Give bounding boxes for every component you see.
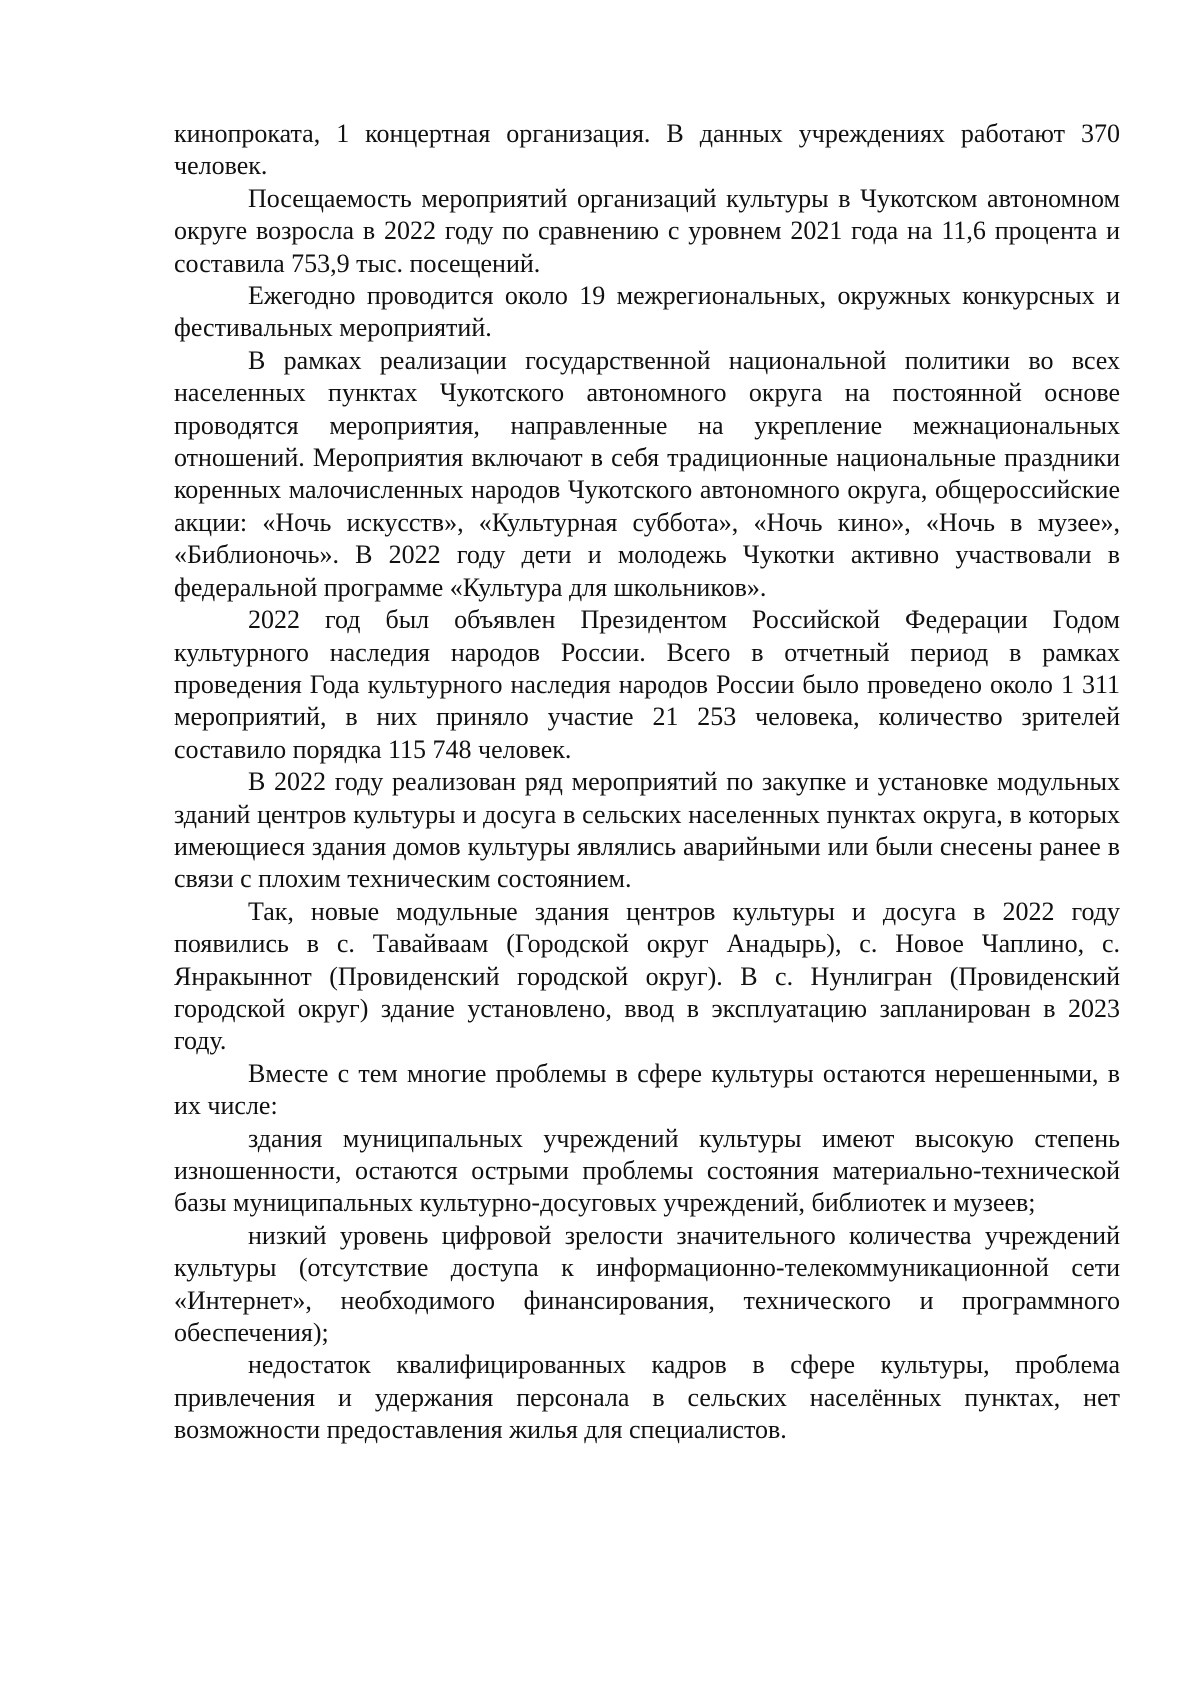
document-page	[174, 118, 1120, 1447]
paragraph-national-policy: В рамках реализации государственной национальной политики во всех населенных пунктах Чукотского автономного округа на постоянной основе проводятся мероприятия, направленные на укрепление межнациональных отношений. Мероприятия включают в себя традиционные национальные праздники коренных малочисленных народов Чукотского автономного округа, общероссийские акции: «Ночь искусств», «Культурная суббота», «Ночь кино», «Ночь в музее», «Библионочь». В 2022 году дети и молодежь Чукотки активно участвовали в федеральной программе «Культура для школьников».	[174, 345, 1120, 602]
paragraph-annual-events: Ежегодно проводится около 19 межрегиональных, окружных конкурсных и фестивальных мероприятий.	[174, 281, 1120, 343]
paragraph-attendance: Посещаемость мероприятий организаций культуры в Чукотском автономном округе возросла в 2022 году по сравнению с уровнем 2021 года на 11,6 процента и составила 753,9 тыс. посещений.	[174, 183, 1120, 278]
paragraph-heritage-year: 2022 год был объявлен Президентом Российской Федерации Годом культурного наследия народов России. Всего в отчетный период в рамках проведения Года культурного наследия народов России было проведено около 1 311 мероприятий, в них приняло участие 21 253 человека, количество зрителей составило порядка 115 748 человек.	[174, 605, 1120, 764]
paragraph-problems-intro: Вместе с тем многие проблемы в сфере культуры остаются нерешенными, в их числе:	[174, 1058, 1120, 1121]
paragraph-continuation: кинопроката, 1 концертная организация. В данных учреждениях работают 370 человек.	[174, 119, 1120, 181]
list-item-staff: недостаток квалифицированных кадров в сфере культуры, проблема привлечения и удержания персонала в сельских населённых пунктах, нет возможности предоставления жилья для специалистов.	[174, 1350, 1120, 1445]
list-item-digital: низкий уровень цифровой зрелости значительного количества учреждений культуры (отсутствие доступа к информационно-телекоммуникационной сети «Интернет», необходимого финансирования, технического и программного обеспечения);	[174, 1220, 1120, 1348]
paragraph-modular-buildings: В 2022 году реализован ряд мероприятий по закупке и установке модульных зданий центров культуры и досуга в сельских населенных пунктах округа, в которых имеющиеся здания домов культуры являлись аварийными или были снесены ранее в связи с плохим техническим состоянием.	[174, 767, 1120, 894]
paragraph-new-buildings: Так, новые модульные здания центров культуры и досуга в 2022 году появились в с. Тавайваам (Городской округ Анадырь), с. Новое Чаплино, с. Янракыннот (Провиденский городской округ). В с. Нунлигран (Провиденский городской округ) здание установлено, ввод в эксплуатацию запланирован в 2023 году.	[174, 896, 1120, 1056]
list-item-wear: здания муниципальных учреждений культуры имеют высокую степень изношенности, остаются острыми проблемы состояния материально-технической базы муниципальных культурно-досуговых учреждений, библиотек и музеев;	[174, 1123, 1120, 1218]
